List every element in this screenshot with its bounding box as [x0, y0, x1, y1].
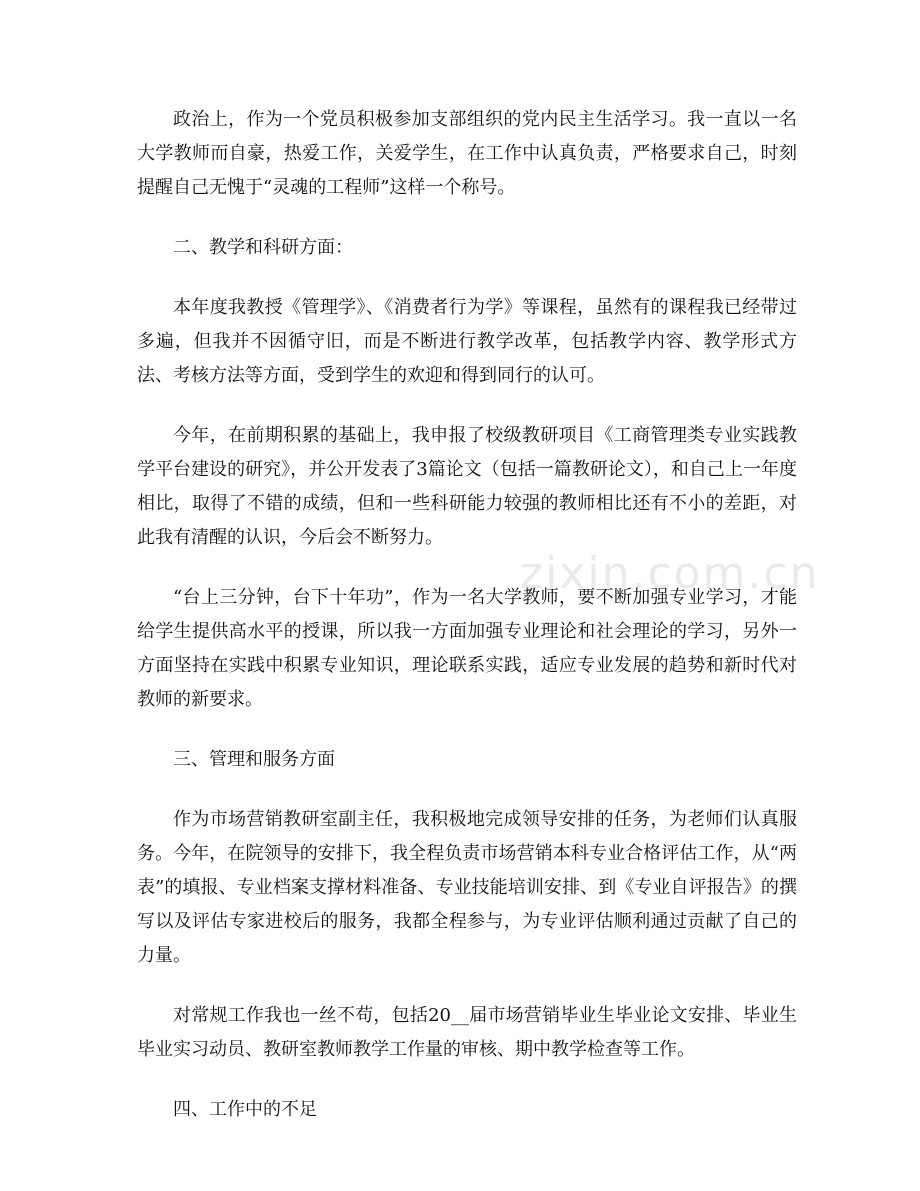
paragraph-political: 政治上，作为一个党员积极参加支部组织的党内民主生活学习。我一直以一名大学教师而自豪，热爱工作，关爱学生，在工作中认真负责，严格要求自己，时刻提醒自己无愧于“灵魂的工程师”这样一个称号。 — [137, 109, 797, 198]
watermark: zixin.com.cn — [520, 548, 820, 599]
heading-management-service: 三、管理和服务方面 — [173, 749, 335, 770]
paragraph-routine-work: 对常规工作我也一丝不苟，包括20__届市场营销毕业生毕业论文安排、毕业生毕业实习动员、教研室教师教学工作量的审核、期中教学检查等工作。 — [137, 1005, 797, 1060]
document-body — [137, 103, 797, 1153]
paragraph-evaluation: 作为市场营销教研室副主任，我积极地完成领导安排的任务，为老师们认真服务。今年，在院领导的安排下，我全程负责市场营销本科专业合格评估工作，从“两表”的填报、专业档案支撑材料准备、专业技能培训安排、到《专业自评报告》的撰写以及评估专家进校后的服务，我都全程参与，为专业评估顺利通过贡献了自己的力量。 — [137, 809, 797, 966]
heading-teaching-research: 二、教学和科研方面： — [173, 237, 353, 258]
paragraph-courses: 本年度我教授《管理学》、《消费者行为学》等课程，虽然有的课程我已经带过多遍，但我并不因循守旧，而是不断进行教学改革，包括教学内容、教学形式方法、考核方法等方面，受到学生的欢迎和得到同行的认可。 — [137, 297, 797, 386]
paragraph-research: 今年，在前期积累的基础上，我申报了校级教研项目《工商管理类专业实践教学平台建设的研究》，并公开发表了3篇论文（包括一篇教研论文），和自己上一年度相比，取得了不错的成绩，但和一些科研能力较强的教师相比还有不小的差距，对此我有清醒的认识，今后会不断努力。 — [137, 425, 797, 548]
paragraph-study: “台上三分钟，台下十年功”，作为一名大学教师，要不断加强专业学习，才能给学生提供高水平的授课，所以我一方面加强专业理论和社会理论的学习，另外一方面坚持在实践中积累专业知识，理论联系实践，适应专业发展的趋势和新时代对教师的新要求。 — [137, 587, 797, 710]
heading-shortcomings: 四、工作中的不足 — [173, 1099, 317, 1120]
